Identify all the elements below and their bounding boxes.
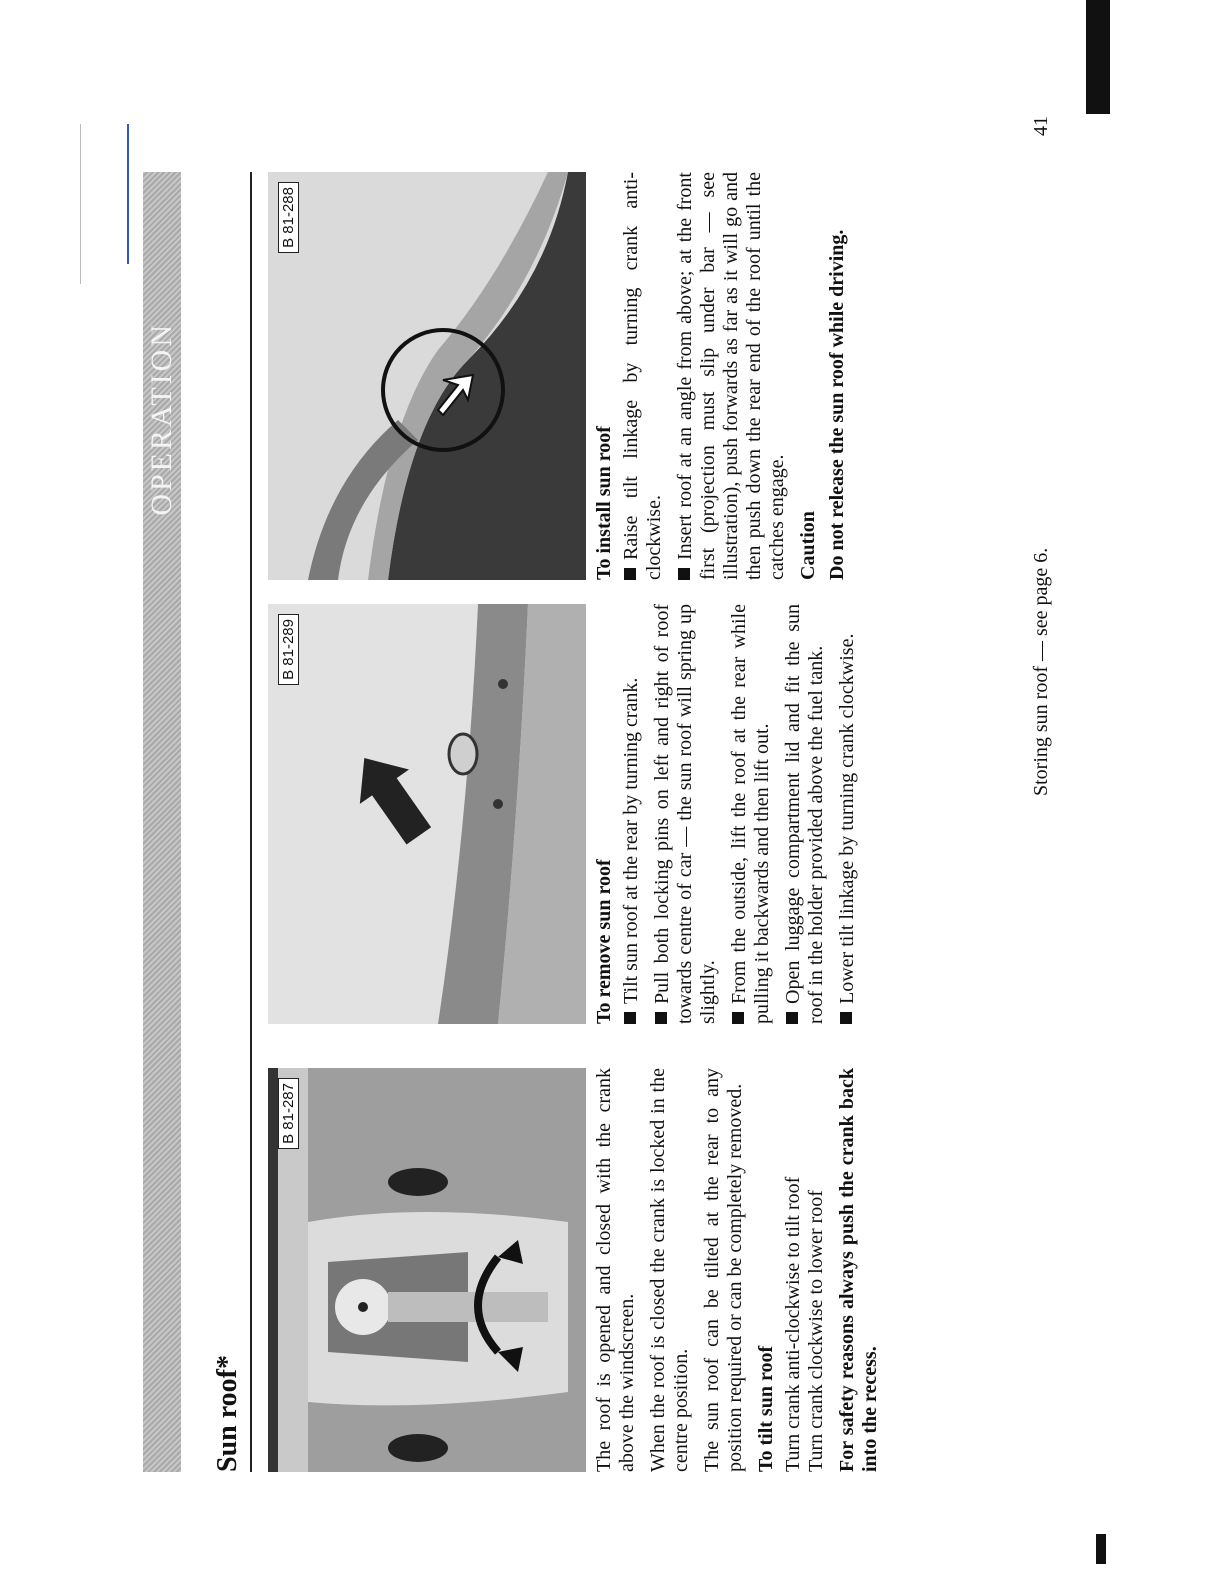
figure-crank [268,1068,586,1472]
paragraph: Turn crank clockwise to lower roof [805,1190,827,1472]
page-heading [212,1355,244,1472]
caution-warning: Do not release the sun roof while driving. [826,229,848,580]
scan-edge [1096,1534,1106,1564]
list-item [620,604,643,1024]
bullet-square-icon [678,568,690,580]
column-intro [593,1068,890,1472]
paragraph: The sun roof can be tilted at the rear to any position required or can be completely removed. [701,1068,746,1472]
bullet-square-icon [786,1012,798,1024]
list-item-text: Raise tilt linkage by turning crank anti-clockwise. [620,172,665,580]
footer-note: Storing sun roof — see page 6. [1030,547,1052,796]
figure-ref: B 81-289 [278,614,299,685]
column-install [593,172,857,580]
paragraph: When the roof is closed the crank is locked in the centre position. [647,1068,692,1472]
bullet-square-icon [840,1012,852,1024]
heading-text: Sun roof [212,1369,243,1472]
section-title: OPERATION [145,322,178,516]
list-item [674,172,789,580]
bullet-square-icon [655,1012,667,1024]
locking-pin-photo-illustration [268,604,586,1024]
list-item-text: Open luggage compartment lid and fit the sun roof in the holder provided above the fuel tank. [782,604,827,1024]
list-item [782,604,828,1024]
caution-heading: Caution [797,511,819,580]
subheading-tilt: To tilt sun roof [755,1345,777,1472]
safety-warning: For safety reasons always push the crank back into the recess. [836,1068,881,1472]
figure-projection [268,172,586,580]
subheading-remove: To remove sun roof [593,859,615,1024]
list-item [836,604,859,1024]
figure-ref: B 81-287 [278,1078,299,1149]
list-item [620,172,666,580]
list-item-text: Lower tilt linkage by turning crank clockwise. [836,633,858,1004]
projection-photo-illustration [268,172,586,580]
figure-ref: B 81-288 [278,182,299,253]
scan-artifact [80,124,81,284]
figure-locking-pin [268,604,586,1024]
bullet-square-icon [624,1012,636,1024]
paragraph: The roof is opened and closed with the crank above the windscreen. [593,1068,638,1472]
list-item [728,604,774,1024]
scan-edge [1086,0,1110,114]
section-banner [143,172,181,1472]
bullet-square-icon [624,568,636,580]
heading-asterisk: * [212,1355,243,1370]
list-item [651,604,720,1024]
list-item-text: From the outside, lift the roof at the rear while pulling it backwards and then lift out. [728,604,773,1024]
heading-rule [250,172,252,1472]
bullet-square-icon [732,1012,744,1024]
crank-photo-illustration [268,1068,586,1472]
list-item-text: Pull both locking pins on left and right of roof towards centre of car — the sun roof will spring up slightly. [651,604,719,1024]
list-item-text: Tilt sun roof at the rear by turning crank. [620,677,642,1004]
page-number: 41 [1030,116,1052,136]
list-item-text: Insert roof at an angle from above; at the front first (projection must slip under bar — see illustration), push forwards as far as it will go and then push down the rear end of the roof until the catches engage. [674,172,788,580]
column-remove [593,604,867,1024]
paragraph: Turn crank anti-clockwise to tilt roof [782,1176,804,1472]
subheading-install: To install sun roof [593,426,615,580]
scan-artifact-blue [127,124,129,264]
